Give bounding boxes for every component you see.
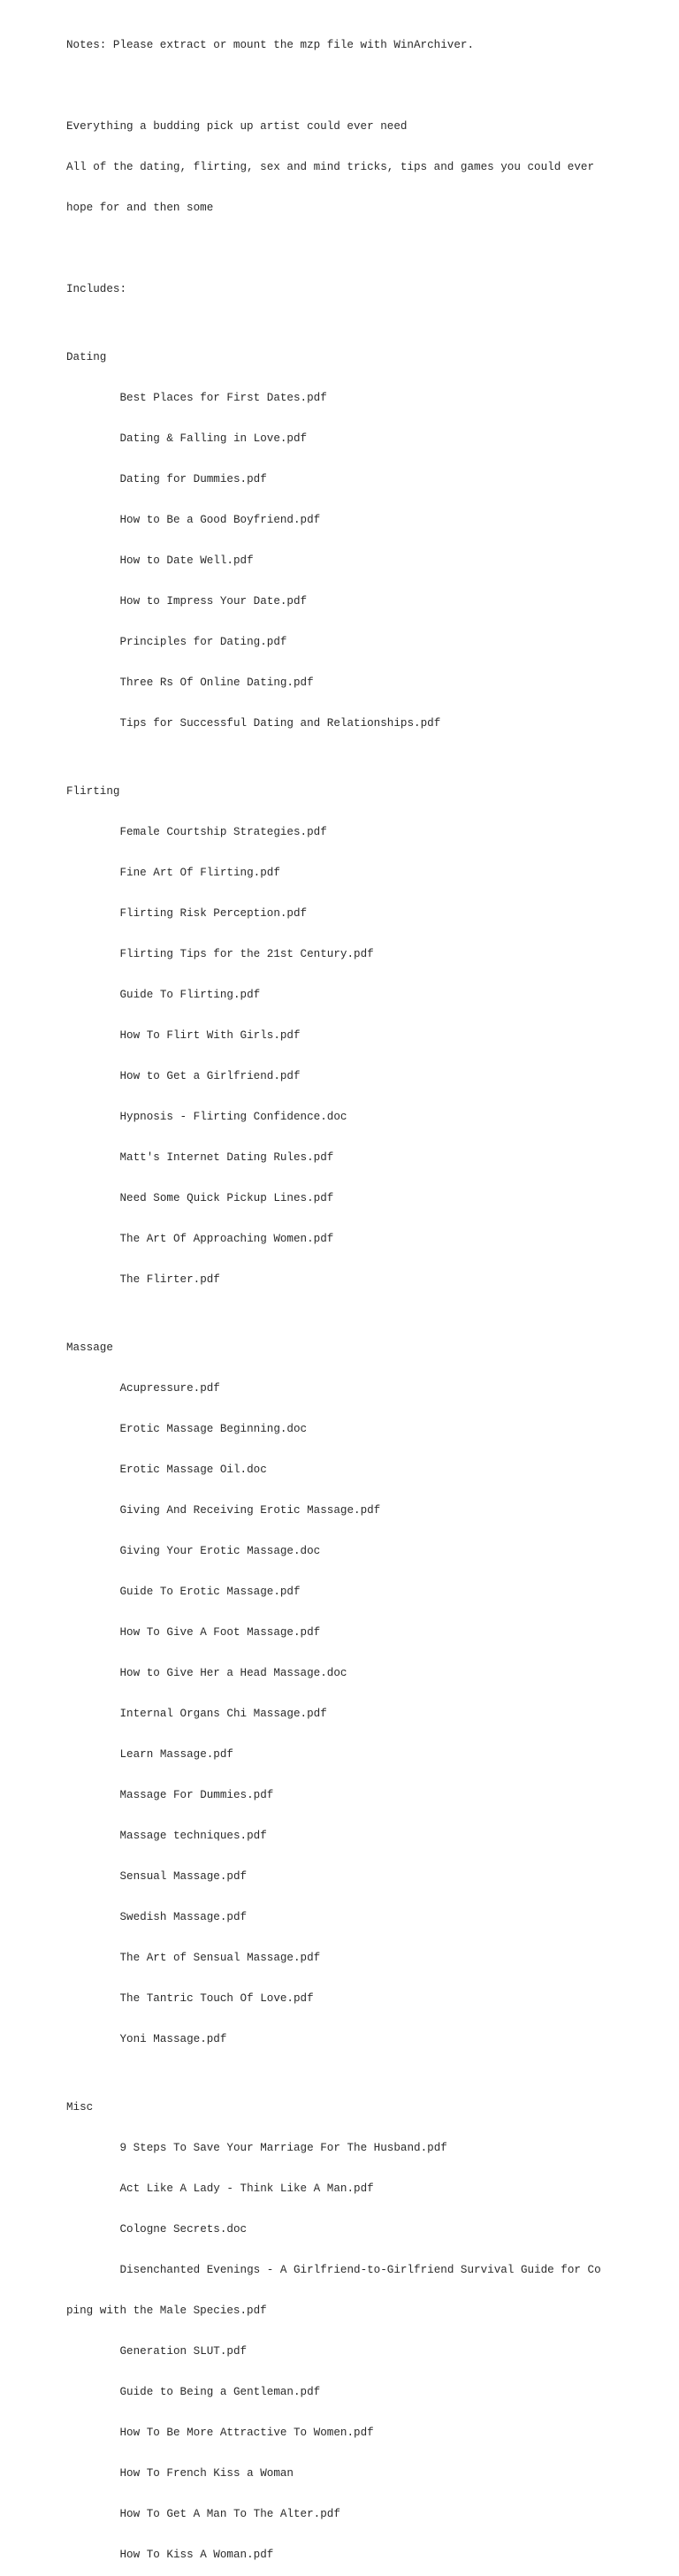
- list-item: How To Give A Foot Massage.pdf: [119, 1625, 321, 1639]
- list-item: Guide To Erotic Massage.pdf: [119, 1585, 301, 1598]
- list-item: Tips for Successful Dating and Relationships.pdf: [119, 716, 441, 730]
- list-item: Hypnosis - Flirting Confidence.doc: [119, 1110, 347, 1123]
- list-item: Giving Your Erotic Massage.doc: [119, 1544, 321, 1557]
- section-heading-massage: Massage: [66, 1341, 113, 1354]
- list-item: How to Impress Your Date.pdf: [119, 594, 308, 608]
- list-item: 9 Steps To Save Your Marriage For The Husband.pdf: [119, 2141, 447, 2154]
- document-page: [66, 11, 632, 2576]
- list-item: How To French Kiss a Woman: [119, 2467, 294, 2480]
- list-item: Three Rs Of Online Dating.pdf: [119, 676, 314, 689]
- list-item: Need Some Quick Pickup Lines.pdf: [119, 1191, 334, 1204]
- list-item: The Art of Sensual Massage.pdf: [119, 1952, 321, 1965]
- list-item: The Art Of Approaching Women.pdf: [119, 1232, 334, 1245]
- list-item: Flirting Tips for the 21st Century.pdf: [119, 947, 374, 960]
- list-item: Internal Organs Chi Massage.pdf: [119, 1707, 327, 1720]
- list-item: Massage techniques.pdf: [119, 1830, 267, 1843]
- list-item: Guide to Being a Gentleman.pdf: [119, 2386, 321, 2399]
- list-item: Generation SLUT.pdf: [119, 2345, 248, 2358]
- blank-line: [66, 80, 632, 93]
- list-item: The Flirter.pdf: [119, 1273, 220, 1286]
- list-item: Erotic Massage Oil.doc: [119, 1463, 267, 1476]
- intro-line-1: Everything a budding pick up artist could ever need: [66, 119, 408, 133]
- list-item: Swedish Massage.pdf: [119, 1911, 248, 1924]
- list-item: Acupressure.pdf: [119, 1381, 220, 1395]
- list-item: Yoni Massage.pdf: [119, 2033, 227, 2046]
- list-item: Cologne Secrets.doc: [119, 2223, 248, 2236]
- list-item: Principles for Dating.pdf: [119, 635, 287, 648]
- list-item: Learn Massage.pdf: [119, 1748, 233, 1761]
- list-item: How to Get a Girlfriend.pdf: [119, 1069, 301, 1082]
- list-item: How To Kiss A Woman.pdf: [119, 2549, 274, 2562]
- list-item: Act Like A Lady - Think Like A Man.pdf: [119, 2182, 374, 2195]
- list-item: How to Date Well.pdf: [119, 554, 254, 567]
- list-item: Erotic Massage Beginning.doc: [119, 1422, 308, 1435]
- intro-line-2: All of the dating, flirting, sex and mind tricks, tips and games you could ever: [66, 160, 595, 173]
- blank-line: [66, 242, 632, 256]
- list-item: Sensual Massage.pdf: [119, 1870, 248, 1884]
- list-item: Matt's Internet Dating Rules.pdf: [119, 1150, 334, 1164]
- notes-line: Notes: Please extract or mount the mzp file with WinArchiver.: [66, 38, 475, 51]
- list-item-wrap-continuation: ping with the Male Species.pdf: [66, 2305, 267, 2318]
- list-item: Dating & Falling in Love.pdf: [119, 432, 308, 445]
- list-item: How to Be a Good Boyfriend.pdf: [119, 513, 321, 526]
- list-item: How To Get A Man To The Alter.pdf: [119, 2508, 340, 2521]
- list-item: Flirting Risk Perception.pdf: [119, 906, 308, 920]
- list-item: Giving And Receiving Erotic Massage.pdf: [119, 1503, 381, 1517]
- list-item: How To Be More Attractive To Women.pdf: [119, 2427, 374, 2440]
- list-item: Fine Art Of Flirting.pdf: [119, 866, 280, 879]
- list-item: Best Places for First Dates.pdf: [119, 391, 327, 404]
- list-item: The Tantric Touch Of Love.pdf: [119, 1992, 314, 2006]
- list-item: Guide To Flirting.pdf: [119, 988, 261, 1001]
- list-item: Female Courtship Strategies.pdf: [119, 825, 327, 838]
- list-item: How to Give Her a Head Massage.doc: [119, 1666, 347, 1679]
- intro-line-3: hope for and then some: [66, 201, 214, 214]
- section-heading-misc: Misc: [66, 2100, 94, 2114]
- section-heading-dating: Dating: [66, 350, 107, 363]
- list-item: Dating for Dummies.pdf: [119, 472, 267, 485]
- includes-label: Includes:: [66, 282, 127, 295]
- section-heading-flirting: Flirting: [66, 784, 120, 798]
- list-item: Massage For Dummies.pdf: [119, 1789, 274, 1802]
- list-item: Disenchanted Evenings - A Girlfriend-to-Girlfriend Survival Guide for Co: [119, 2264, 601, 2277]
- list-item: How To Flirt With Girls.pdf: [119, 1028, 301, 1042]
